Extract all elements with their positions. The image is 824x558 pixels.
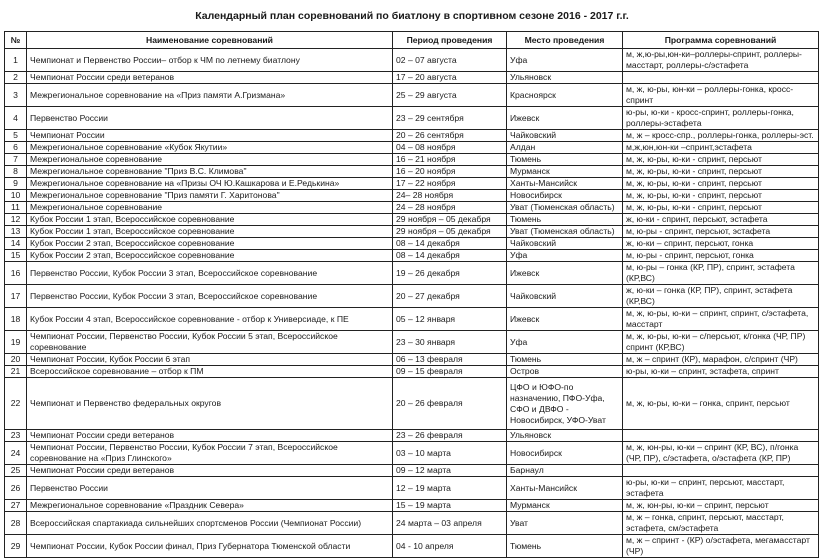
table-row <box>5 308 819 331</box>
row-period: 25 – 29 августа <box>393 84 507 107</box>
row-program: ж, ю-ки – спринт, персьют, гонка <box>623 238 819 250</box>
row-num: 27 <box>5 500 27 512</box>
row-place: Чайковский <box>507 238 623 250</box>
row-program: м, ж – кросс-спр., роллеры-гонка, роллеры-эст. <box>623 130 819 142</box>
row-program: м, ж, ю-ры, ю-ки – с/персьют, к/гонка (ЧР, ПР) спринт (КР,ВС) <box>623 331 819 354</box>
row-period: 20 – 27 декабря <box>393 285 507 308</box>
row-num: 24 <box>5 442 27 465</box>
row-place: Алдан <box>507 142 623 154</box>
row-period: 23 – 30 января <box>393 331 507 354</box>
row-name: Первенство России, Кубок России 3 этап, Всероссийское соревнование <box>27 262 393 285</box>
row-place: Тюмень <box>507 214 623 226</box>
row-name: Чемпионат России среди ветеранов <box>27 72 393 84</box>
row-period: 05 – 12 января <box>393 308 507 331</box>
row-num: 23 <box>5 430 27 442</box>
row-period: 15 – 19 марта <box>393 500 507 512</box>
row-program: м, ж, ю-ры, ю-ки - спринт, персьют <box>623 202 819 214</box>
row-period: 23 – 29 сентября <box>393 107 507 130</box>
row-period: 02 – 07 августа <box>393 49 507 72</box>
row-place: Ханты-Мансийск <box>507 178 623 190</box>
row-num: 21 <box>5 366 27 378</box>
row-num: 2 <box>5 72 27 84</box>
document-title: Календарный план соревнований по биатлону в спортивном сезоне 2016 - 2017 г.г. <box>195 10 629 22</box>
table-row <box>5 250 819 262</box>
row-num: 8 <box>5 166 27 178</box>
row-num: 14 <box>5 238 27 250</box>
row-name: Межрегиональное соревнование на «Призы ОЧ Ю.Кашкарова и Е.Редькина» <box>27 178 393 190</box>
row-name: Чемпионат России, Первенство России, Кубок России 5 этап, Всероссийское соревнование <box>27 331 393 354</box>
row-num: 11 <box>5 202 27 214</box>
row-program: м, ж, юн-ры, ю-ки – спринт, персьют <box>623 500 819 512</box>
row-program: м, ю-ры – гонка (КР, ПР), спринт, эстафета (КР,ВС) <box>623 262 819 285</box>
table-row <box>5 442 819 465</box>
row-name: Межрегиональное соревнование <box>27 202 393 214</box>
table-row <box>5 430 819 442</box>
row-num: 19 <box>5 331 27 354</box>
table-row <box>5 130 819 142</box>
row-place: Уват <box>507 512 623 535</box>
row-num: 16 <box>5 262 27 285</box>
table-row <box>5 354 819 366</box>
row-name: Кубок России 4 этап, Всероссийское соревнование - отбор к Универсиаде, к ПЕ <box>27 308 393 331</box>
row-program: м, ю-ры - спринт, персьют, эстафета <box>623 226 819 238</box>
row-name: Межрегиональное соревнование «Кубок Якутии» <box>27 142 393 154</box>
table-row <box>5 535 819 558</box>
row-period: 09 – 15 февраля <box>393 366 507 378</box>
header-place: Место проведения <box>507 32 623 49</box>
row-place: Чайковский <box>507 130 623 142</box>
row-program <box>623 430 819 442</box>
table-row <box>5 238 819 250</box>
row-num: 20 <box>5 354 27 366</box>
row-place: Ижевск <box>507 107 623 130</box>
table-row <box>5 107 819 130</box>
table-row <box>5 178 819 190</box>
row-program: м, ж,ю-ры,юн-ки–роллеры-спринт, роллеры-масстарт, роллеры-с/эстафета <box>623 49 819 72</box>
row-period: 12 – 19 марта <box>393 477 507 500</box>
row-name: Чемпионат и Первенство России– отбор к ЧМ по летнему биатлону <box>27 49 393 72</box>
row-program: м, ж, ю-ры, ю-ки – гонка, спринт, персьют <box>623 378 819 430</box>
row-period: 06 – 13 февраля <box>393 354 507 366</box>
row-period: 29 ноября – 05 декабря <box>393 226 507 238</box>
table-row <box>5 378 819 430</box>
row-period: 04 – 08 ноября <box>393 142 507 154</box>
row-place: Красноярск <box>507 84 623 107</box>
row-program: ж, ю-ки - спринт, персьют, эстафета <box>623 214 819 226</box>
row-name: Кубок России 1 этап, Всероссийское соревнование <box>27 226 393 238</box>
row-place: ЦФО и ЮФО-по назначению, ПФО-Уфа, СФО и ДВФО - Новосибирск, УФО-Уват <box>507 378 623 430</box>
row-num: 3 <box>5 84 27 107</box>
competition-schedule-table <box>4 31 819 558</box>
row-period: 24 марта – 03 апреля <box>393 512 507 535</box>
row-program: м, ж, юн-ры, ю-ки – спринт (КР, ВС), п/гонка (ЧР, ПР), с/эстафета, о/эстафета (КР, ПР) <box>623 442 819 465</box>
row-place: Остров <box>507 366 623 378</box>
row-name: Чемпионат России <box>27 130 393 142</box>
row-place: Новосибирск <box>507 442 623 465</box>
table-row <box>5 72 819 84</box>
row-program: м, ж, ю-ры, ю-ки - спринт, персьют <box>623 166 819 178</box>
row-program: м, ж, ю-ры, ю-ки - спринт, персьют <box>623 178 819 190</box>
row-name: Всероссийская спартакиада сильнейших спортсменов России (Чемпионат России) <box>27 512 393 535</box>
row-name: Чемпионат России, Кубок России финал, Приз Губернатора Тюменской области <box>27 535 393 558</box>
table-row <box>5 202 819 214</box>
table-row <box>5 154 819 166</box>
row-name: Чемпионат России, Кубок России 6 этап <box>27 354 393 366</box>
table-row <box>5 166 819 178</box>
row-place: Ханты-Мансийск <box>507 477 623 500</box>
table-row <box>5 285 819 308</box>
row-name: Первенство России <box>27 477 393 500</box>
row-program: ю-ры, ю-ки – спринт, персьют, масстарт, эстафета <box>623 477 819 500</box>
row-program <box>623 465 819 477</box>
row-name: Первенство России <box>27 107 393 130</box>
row-period: 24– 28 ноября <box>393 190 507 202</box>
row-place: Тюмень <box>507 154 623 166</box>
row-place: Мурманск <box>507 500 623 512</box>
row-period: 20 – 26 февраля <box>393 378 507 430</box>
table-row <box>5 190 819 202</box>
row-period: 08 – 14 декабря <box>393 238 507 250</box>
row-place: Чайковский <box>507 285 623 308</box>
header-program: Программа соревнований <box>623 32 819 49</box>
row-name: Межрегиональное соревнование <box>27 154 393 166</box>
row-place: Барнаул <box>507 465 623 477</box>
table-row <box>5 262 819 285</box>
row-period: 19 – 26 декабря <box>393 262 507 285</box>
row-name: Кубок России 2 этап, Всероссийское соревнование <box>27 250 393 262</box>
row-name: Межрегиональное соревнование "Приз памяти Г. Харитонова" <box>27 190 393 202</box>
table-row <box>5 512 819 535</box>
row-period: 24 – 28 ноября <box>393 202 507 214</box>
table-row <box>5 84 819 107</box>
row-num: 12 <box>5 214 27 226</box>
row-period: 09 – 12 марта <box>393 465 507 477</box>
row-num: 5 <box>5 130 27 142</box>
row-period: 16 – 21 ноября <box>393 154 507 166</box>
row-place: Уват (Тюменская область) <box>507 226 623 238</box>
row-period: 03 – 10 марта <box>393 442 507 465</box>
row-period: 04 - 10 апреля <box>393 535 507 558</box>
table-row <box>5 331 819 354</box>
row-name: Чемпионат России среди ветеранов <box>27 430 393 442</box>
row-program: м, ж – спринт (КР), марафон, с/спринт (ЧР) <box>623 354 819 366</box>
header-num: № <box>5 32 27 49</box>
row-period: 29 ноября – 05 декабря <box>393 214 507 226</box>
table-header-row <box>5 32 819 49</box>
row-place: Ижевск <box>507 262 623 285</box>
row-name: Межрегиональное соревнование «Праздник Севера» <box>27 500 393 512</box>
row-num: 9 <box>5 178 27 190</box>
row-num: 15 <box>5 250 27 262</box>
row-num: 7 <box>5 154 27 166</box>
row-name: Чемпионат и Первенство федеральных округов <box>27 378 393 430</box>
row-place: Уфа <box>507 331 623 354</box>
table-row <box>5 226 819 238</box>
row-num: 29 <box>5 535 27 558</box>
row-place: Ижевск <box>507 308 623 331</box>
row-place: Ульяновск <box>507 430 623 442</box>
row-program: м, ж, ю-ры, юн-ки – роллеры-гонка, кросс-спринт <box>623 84 819 107</box>
row-program: м, ж, ю-ры, ю-ки – спринт, спринт, с/эстафета, масстарт <box>623 308 819 331</box>
row-place: Тюмень <box>507 354 623 366</box>
row-program: м, ж, ю-ры, ю-ки - спринт, персьют <box>623 154 819 166</box>
row-period: 17 – 20 августа <box>393 72 507 84</box>
row-num: 18 <box>5 308 27 331</box>
header-period: Период проведения <box>393 32 507 49</box>
row-num: 17 <box>5 285 27 308</box>
table-row <box>5 500 819 512</box>
table-row <box>5 142 819 154</box>
header-name: Наименование соревнований <box>27 32 393 49</box>
table-row <box>5 465 819 477</box>
row-num: 10 <box>5 190 27 202</box>
row-period: 23 – 26 февраля <box>393 430 507 442</box>
row-num: 26 <box>5 477 27 500</box>
row-period: 08 – 14 декабря <box>393 250 507 262</box>
row-num: 4 <box>5 107 27 130</box>
table-row <box>5 49 819 72</box>
row-num: 25 <box>5 465 27 477</box>
row-num: 28 <box>5 512 27 535</box>
table-row <box>5 477 819 500</box>
row-period: 17 – 22 ноября <box>393 178 507 190</box>
row-name: Всероссийское соревнование – отбор к ПМ <box>27 366 393 378</box>
row-name: Межрегиональное соревнование "Приз В.С. Климова" <box>27 166 393 178</box>
row-name: Межрегиональное соревнование на «Приз памяти А.Гризмана» <box>27 84 393 107</box>
row-num: 6 <box>5 142 27 154</box>
table-row <box>5 366 819 378</box>
row-program: ю-ры, ю-ки – спринт, эстафета, спринт <box>623 366 819 378</box>
row-name: Чемпионат России, Первенство России, Кубок России 7 этап, Всероссийское соревнование на «Приз Глинского» <box>27 442 393 465</box>
row-num: 1 <box>5 49 27 72</box>
row-num: 13 <box>5 226 27 238</box>
row-program: м,ж,юн,юн-ки –спринт,эстафета <box>623 142 819 154</box>
row-place: Новосибирск <box>507 190 623 202</box>
row-period: 20 – 26 сентября <box>393 130 507 142</box>
row-name: Кубок России 1 этап, Всероссийское соревнование <box>27 214 393 226</box>
row-name: Кубок России 2 этап, Всероссийское соревнование <box>27 238 393 250</box>
table-row <box>5 214 819 226</box>
row-program: м, ж – спринт - (КР) о/эстафета, мегамасстарт (ЧР) <box>623 535 819 558</box>
row-program <box>623 72 819 84</box>
row-name: Чемпионат России среди ветеранов <box>27 465 393 477</box>
row-place: Ульяновск <box>507 72 623 84</box>
row-program: ю-ры, ю-ки - кросс-спринт, роллеры-гонка, роллеры-эстафета <box>623 107 819 130</box>
row-place: Тюмень <box>507 535 623 558</box>
row-place: Уфа <box>507 250 623 262</box>
row-program: ж, ю-ки – гонка (КР, ПР), спринт, эстафета (КР,ВС) <box>623 285 819 308</box>
row-num: 22 <box>5 378 27 430</box>
row-place: Уфа <box>507 49 623 72</box>
row-place: Мурманск <box>507 166 623 178</box>
row-program: м, ю-ры - спринт, персьют, гонка <box>623 250 819 262</box>
row-place: Уват (Тюменская область) <box>507 202 623 214</box>
row-program: м, ж, ю-ры, ю-ки - спринт, персьют <box>623 190 819 202</box>
row-period: 16 – 20 ноября <box>393 166 507 178</box>
row-name: Первенство России, Кубок России 3 этап, Всероссийское соревнование <box>27 285 393 308</box>
row-program: м, ж – гонка, спринт, персьют, масстарт, эстафета, см/эстафета <box>623 512 819 535</box>
